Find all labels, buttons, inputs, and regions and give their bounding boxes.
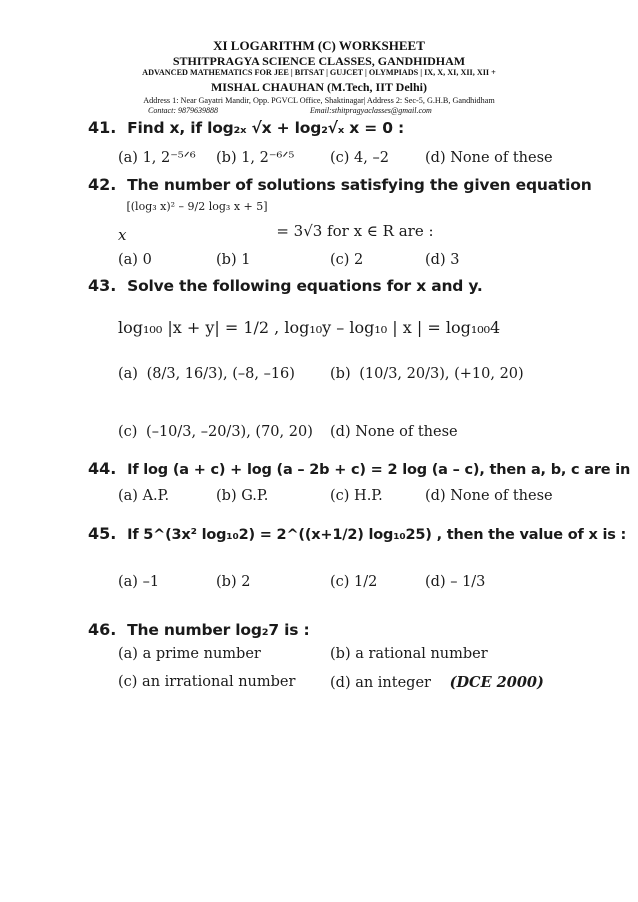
question-41 xyxy=(88,118,404,137)
option-b: (b) 1, 2⁻⁶ᐟ⁵ xyxy=(216,150,295,166)
option-c: (c) 4, –2 xyxy=(330,150,389,166)
answer-pair: (10/3, 20/3) xyxy=(359,366,445,382)
source-tag: (DCE 2000) xyxy=(449,674,544,691)
option-d: (d) an integer (DCE 2000) xyxy=(330,674,544,691)
option-a: (a) A.P. xyxy=(118,488,170,504)
question-text: Solve the following equations for x and y. xyxy=(127,277,483,295)
option-a: (a) 0 xyxy=(118,252,152,268)
question-number: 45. xyxy=(88,524,117,543)
contact-email: Email:sthitpragyaclasses@gmail.com xyxy=(310,106,432,115)
option-b: (b) 1 xyxy=(216,252,251,268)
question-46 xyxy=(88,620,309,639)
institute-name: STHITPRAGYA SCIENCE CLASSES, GANDHIDHAM xyxy=(172,54,466,68)
option-b: (b) 2 xyxy=(216,574,251,590)
option-d: (d) None of these xyxy=(425,488,553,504)
question-text: Find x, if log₂ₓ √x + log₂√ₓ x = 0 : xyxy=(127,119,404,137)
equation-rhs: = 3√3 for x ∈ R are : xyxy=(276,222,434,240)
courses-line: ADVANCED MATHEMATICS FOR JEE | BITSAT | GUJCET | OLYMPIADS | IX, X, XI, XII, XII + xyxy=(142,68,496,77)
answer-pair: (–10/3, –20/3) xyxy=(146,424,247,440)
contact-line xyxy=(148,106,548,115)
question-number: 42. xyxy=(88,175,117,194)
question-number: 41. xyxy=(88,118,117,137)
option-d: (d) 3 xyxy=(425,252,460,268)
question-42 xyxy=(88,175,592,194)
teacher-name: MISHAL CHAUHAN (M.Tech, IIT Delhi) xyxy=(210,80,428,94)
option-b: (b) (10/3, 20/3), (+10, 20) xyxy=(330,366,524,382)
question-number: 43. xyxy=(88,276,117,295)
option-a: (a) (8/3, 16/3), (–8, –16) xyxy=(118,366,295,382)
question-45 xyxy=(88,524,626,543)
question-text: If log (a + c) + log (a – 2b + c) = 2 log (a – c), then a, b, c are in xyxy=(127,462,631,478)
exponent: [(log₃ x)² – 9/2 log₃ x + 5] xyxy=(126,200,268,213)
question-text: The number log₂7 is : xyxy=(127,621,310,639)
question-text: If 5^(3x² log₁₀2) = 2^((x+1/2) log₁₀25) , then the value of x is : xyxy=(127,527,627,543)
contact-phone: Contact: 9879639888 xyxy=(148,106,218,115)
address-line: Address 1: Near Gayatri Mandir, Opp. PGVCL Office, Shaktinagar| Address 2: Sec-5, G.H.B, Gandhidham xyxy=(143,96,495,105)
option-b: (b) G.P. xyxy=(216,488,269,504)
worksheet-title: XI LOGARITHM (C) WORKSHEET xyxy=(213,38,425,53)
option-c: (c) 1/2 xyxy=(330,574,378,590)
equation-42: x[(log₃ x)² – 9/2 log₃ x + 5] = 3√3 for x ∈ R are : xyxy=(118,200,434,244)
option-a: (a) –1 xyxy=(118,574,160,590)
equation-43: log₁₀₀ |x + y| = 1/2 , log₁₀y – log₁₀ | x | = log₁₀₀4 xyxy=(118,318,501,337)
option-d: (d) – 1/3 xyxy=(425,574,486,590)
option-a: (a) a prime number xyxy=(118,646,261,662)
option-c: (c) (–10/3, –20/3), (70, 20) xyxy=(118,424,313,440)
question-number: 46. xyxy=(88,620,117,639)
option-a: (a) 1, 2⁻⁵ᐟ⁶ xyxy=(118,150,196,166)
question-44 xyxy=(88,459,630,478)
question-text: The number of solutions satisfying the given equation xyxy=(127,176,592,194)
answer-pair: (8/3, 16/3) xyxy=(146,366,224,382)
option-c: (c) an irrational number xyxy=(118,674,296,690)
option-c: (c) 2 xyxy=(330,252,364,268)
question-number: 44. xyxy=(88,459,117,478)
option-c: (c) H.P. xyxy=(330,488,383,504)
option-b: (b) a rational number xyxy=(330,646,488,662)
option-d: (d) None of these xyxy=(330,424,458,440)
option-d: (d) None of these xyxy=(425,150,553,166)
question-43 xyxy=(88,276,483,295)
